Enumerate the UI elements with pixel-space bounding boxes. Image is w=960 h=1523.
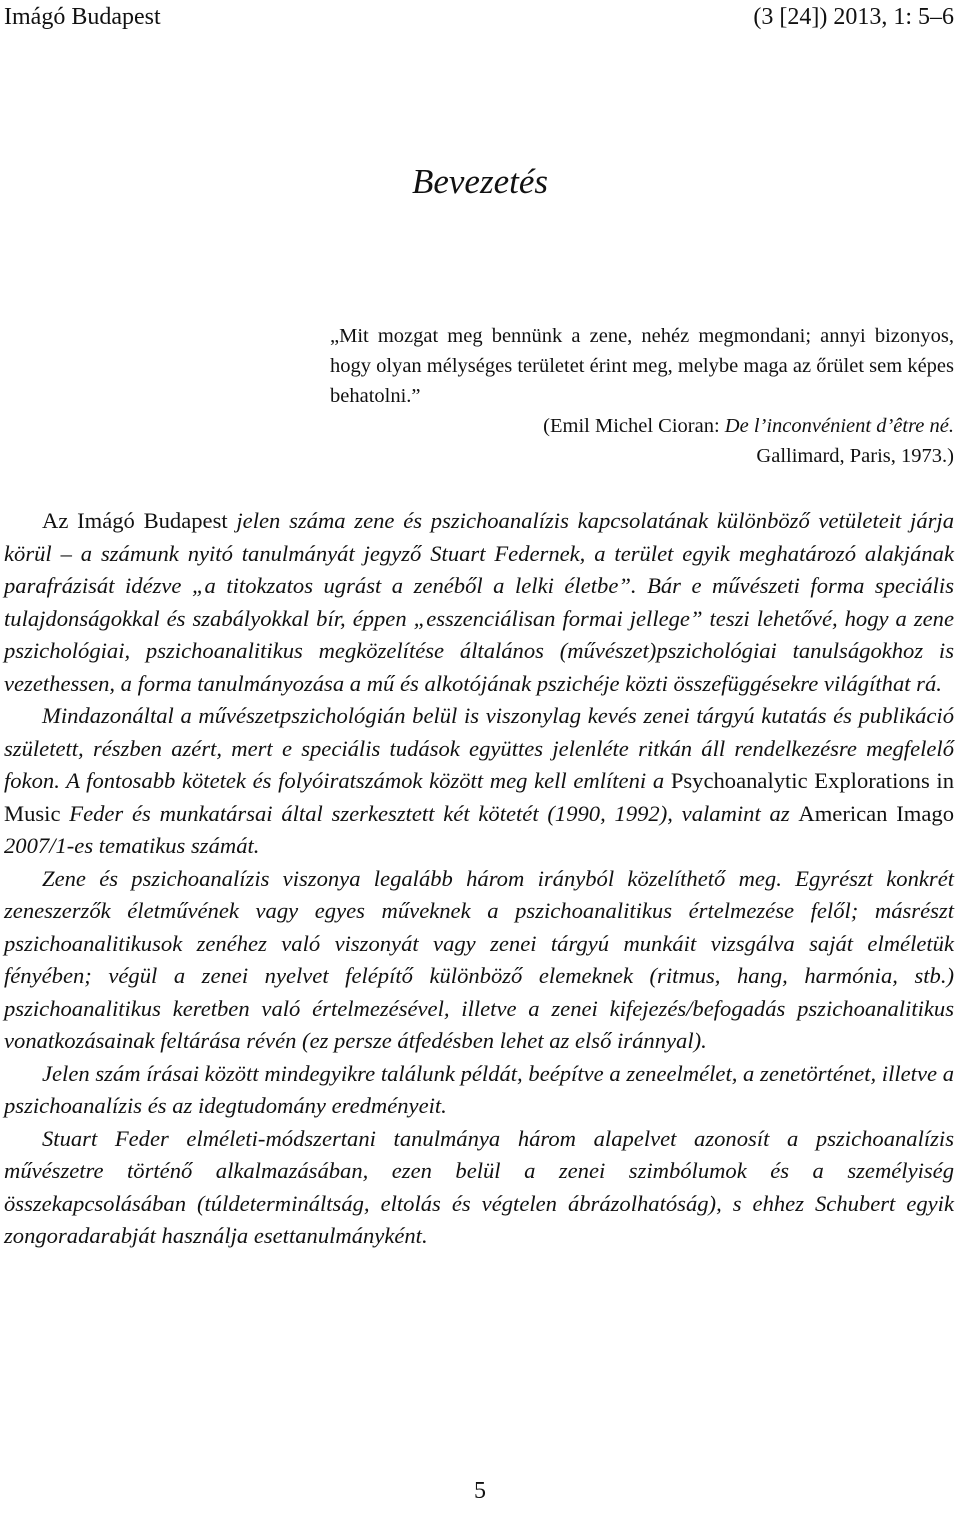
issue-info: (3 [24]) 2013, 1: 5–6 [753, 4, 954, 30]
paragraph-2-text-a: Mindazonáltal a művészetpszichológián belül is viszonylag kevés zenei tárgyú kutatás és publikáció született, részben azért, mert e speciális tudások együttes jelenléte ritkán áll rendelkezésre megfelelő fokon. A fontosabb kötetek és folyóiratszámok között meg kell említeni a [4, 703, 954, 793]
paragraph-2-text-b: Feder és munkatársai által szerkesztett két kötetét (1990, 1992), valamint az [60, 800, 799, 826]
paragraph-1 [4, 505, 954, 700]
paragraph-1-text: jelen száma zene és pszichoanalízis kapcsolatának különböző vetületeit járja körül – a számunk nyitó tanulmányát jegyző Stuart Federnek, a terület egyik meghatározó alakjának parafrázisát idézve „a titokzatos ugrást a zenéből a lelki életbe”. Bár e művészeti forma speciális tulajdonságokkal és szabályokkal bír, éppen „esszenciálisan formai jellege” teszi lehetővé, hogy a zene pszichológiai, pszichoanalitikus megközelítése általános (művészet)pszichológiai tanulságokhoz is vezethessen, a forma tanulmányozása a mű és alkotójának pszichéje közti összefüggésekre világíthat rá. [4, 508, 954, 696]
epigraph-quote: „Mit mozgat meg bennünk a zene, nehéz megmondani; annyi bizonyos, hogy olyan mélységes területet érint meg, melybe maga az őrület sem képes behatolni.” [330, 325, 954, 407]
running-header [4, 2, 954, 32]
paragraph-4: Jelen szám írásai között mindegyikre találunk példát, beépítve a zeneelmélet, a zenetörténet, illetve a pszichoanalízis és az idegtudomány eredményeit. [4, 1060, 954, 1118]
paragraph-2-text-c: 2007/1-es tematikus számát. [4, 833, 260, 858]
article-title: Bevezetés [411, 162, 549, 201]
journal-name: Imágó Budapest [4, 4, 161, 30]
epigraph-source [330, 411, 954, 441]
article-body [4, 505, 954, 1253]
paragraph-3: Zene és pszichoanalízis viszonya legalább három irányból közelíthető meg. Egyrészt konkrét zeneszerzők életművének vagy egyes műveknek a pszichoanalitikus értelmezése felől; másrészt pszichoanalitikusok zenéhez való viszonyát vagy zenei tárgyú munkáit vizsgálva saját elméletük fényében; végül a zenei nyelvet felépítő különböző elemeknek (ritmus, hang, harmónia, stb.) pszichoanalitikus keretben való értelmezésével, illetve a zenei kifejezés/befogadás pszichoanalitikus vonatkozásainak feltárása révén (ez persze átfedésben lehet az első iránnyal). [4, 865, 954, 1053]
paragraph-2-book-title: Psychoanalytic Explorations in Music [4, 768, 954, 826]
paragraph-5: Stuart Feder elméleti-módszertani tanulmánya három alapelvet azonosít a pszichoanalízis művészetre történő alkalmazásában, ezen belül a zenei szimbólumok és a személyiség összekapcsolásában (túldetermináltság, eltolás és végtelen ábrázolhatóság), s ehhez Schubert egyik zongoradarabját használja esettanulmányként. [4, 1125, 954, 1248]
paragraph-2-journal-title: American Imago [798, 800, 954, 826]
epigraph-source-prefix: (Emil Michel Cioran: [543, 415, 725, 437]
paragraph-1-journal-name: Az Imágó Budapest [42, 508, 228, 533]
paragraph-2 [4, 700, 954, 863]
epigraph [330, 321, 954, 471]
epigraph-source-title: De l’inconvénient d’être né. [724, 415, 954, 437]
epigraph-source-publisher: Gallimard, Paris, 1973.) [756, 445, 954, 467]
page-number: 5 [474, 1478, 486, 1504]
